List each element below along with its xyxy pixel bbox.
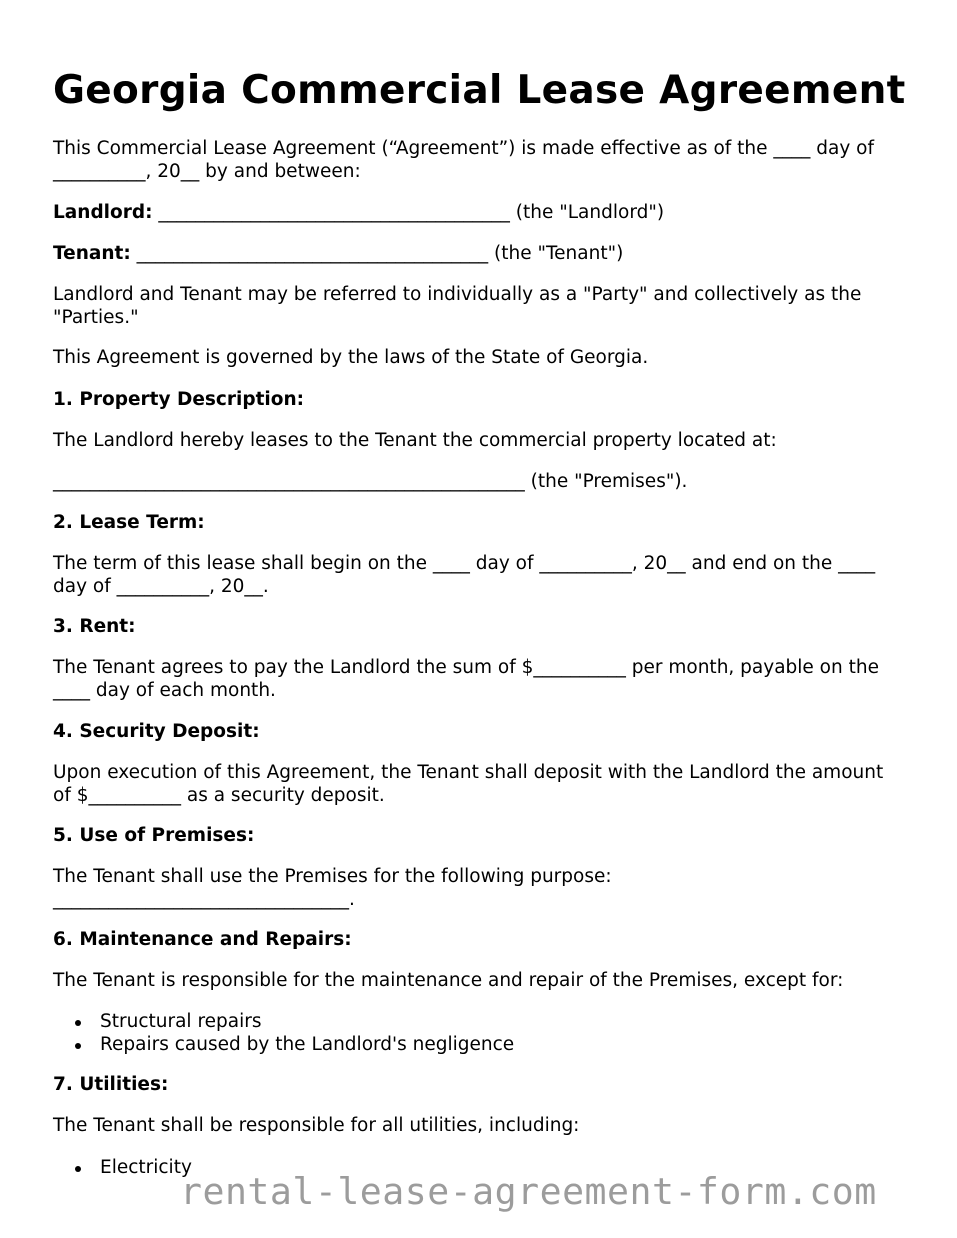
list-item: Structural repairs	[53, 1011, 514, 1034]
section-paragraph: The Tenant agrees to pay the Landlord the sum of $__________ per month, payable on the ____ day of each month.	[53, 657, 879, 701]
section-paragraph: The Tenant is responsible for the maintenance and repair of the Premises, except for:	[53, 970, 844, 991]
watermark: rental-lease-agreement-form.com	[180, 1170, 877, 1213]
list-item: Electricity	[53, 1157, 192, 1180]
section-heading: 6. Maintenance and Repairs:	[53, 929, 352, 950]
section-heading: 7. Utilities:	[53, 1074, 169, 1095]
section-paragraph: The Landlord hereby leases to the Tenant the commercial property located at:	[53, 430, 777, 451]
section-heading: 5. Use of Premises:	[53, 825, 255, 846]
section-heading: 1. Property Description:	[53, 389, 305, 410]
section-heading: 4. Security Deposit:	[53, 721, 260, 742]
section-paragraph: Upon execution of this Agreement, the Tenant shall deposit with the Landlord the amount of $__________ as a security deposit.	[53, 762, 884, 806]
landlord-blank: ______________________________________ (the "Landlord")	[158, 202, 665, 223]
tenant-blank: ______________________________________ (the "Tenant")	[136, 243, 624, 264]
bullet-list	[53, 1011, 514, 1056]
bullet-list	[53, 1157, 192, 1180]
bullet-icon	[75, 1020, 81, 1026]
bullet-icon	[75, 1043, 81, 1049]
parties-paragraph: Landlord and Tenant may be referred to individually as a "Party" and collectively as the "Parties."	[53, 284, 862, 328]
section-paragraph: The term of this lease shall begin on the ____ day of __________, 20__ and end on the ____ day of __________, 20__.	[53, 553, 876, 597]
tenant-line	[53, 243, 903, 266]
landlord-line	[53, 202, 903, 225]
document-title: Georgia Commercial Lease Agreement	[53, 68, 906, 113]
intro-paragraph: This Commercial Lease Agreement (“Agreement”) is made effective as of the ____ day of __________, 20__ by and between:	[53, 138, 875, 182]
governing-law-paragraph: This Agreement is governed by the laws of the State of Georgia.	[53, 347, 649, 368]
section-paragraph: The Tenant shall use the Premises for the following purpose: ________________________________.	[53, 866, 612, 910]
section-heading: 3. Rent:	[53, 616, 136, 637]
list-item: Repairs caused by the Landlord's negligence	[53, 1034, 514, 1057]
bullet-icon	[75, 1166, 81, 1172]
section-paragraph: The Tenant shall be responsible for all utilities, including:	[53, 1115, 580, 1136]
premises-blank: ___________________________________________________ (the "Premises").	[53, 471, 688, 492]
landlord-label: Landlord:	[53, 202, 153, 223]
tenant-label: Tenant:	[53, 243, 131, 264]
section-heading: 2. Lease Term:	[53, 512, 205, 533]
